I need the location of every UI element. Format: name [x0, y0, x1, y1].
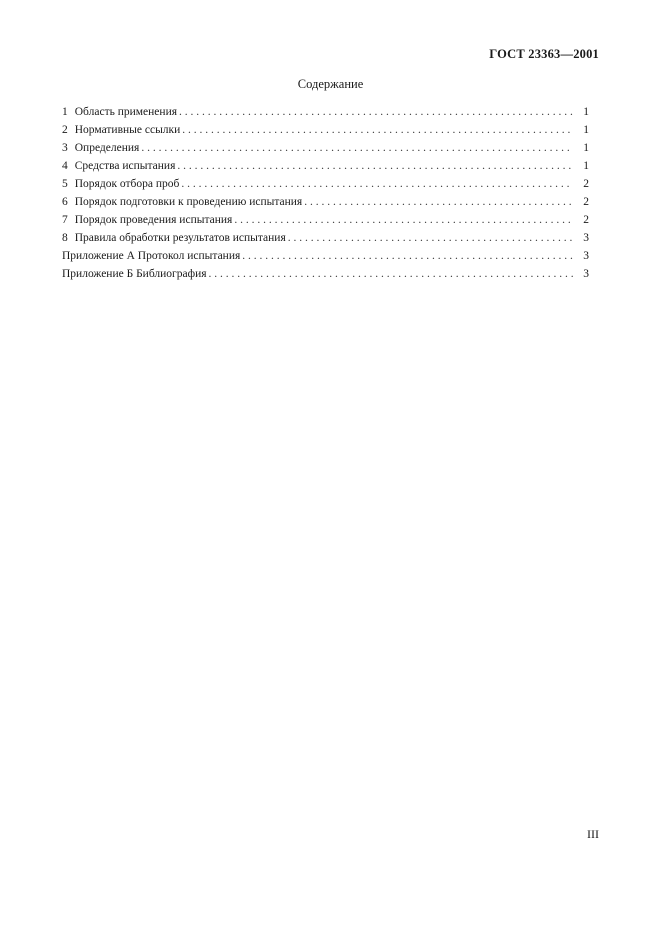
toc-item[interactable]	[62, 139, 589, 157]
toc-item[interactable]	[62, 229, 589, 247]
toc-item-page: 3	[583, 250, 589, 262]
toc-item-appendix[interactable]	[62, 265, 589, 283]
document-code: ГОСТ 23363—2001	[489, 47, 599, 61]
toc-title: Содержание	[297, 77, 364, 91]
toc-item-label: Порядок отбора проб	[74, 178, 180, 190]
toc-item-page: 1	[583, 124, 589, 136]
toc-item-label: Приложение А Протокол испытания	[62, 250, 241, 262]
toc-item-number: 8	[62, 232, 68, 244]
toc-item-number: 6	[62, 196, 68, 208]
toc-item-number: 1	[62, 106, 68, 118]
toc-item-label: Приложение Б Библиография	[62, 268, 207, 280]
toc-item-label: Средства испытания	[74, 160, 176, 172]
toc-leader-dots	[182, 121, 573, 139]
toc-item-page: 1	[583, 142, 589, 154]
page-number: III	[587, 827, 599, 841]
toc-item-page: 1	[583, 106, 589, 118]
toc-leader-dots	[179, 103, 573, 121]
toc-item-number: 7	[62, 214, 68, 226]
toc-item[interactable]	[62, 121, 589, 139]
toc-item-number: 3	[62, 142, 68, 154]
toc-leader-dots	[242, 247, 573, 265]
toc-leader-dots	[141, 139, 573, 157]
toc-item-label: Нормативные ссылки	[74, 124, 181, 136]
toc-item[interactable]	[62, 193, 589, 211]
toc-leader-dots	[304, 193, 573, 211]
toc-item-label: Правила обработки результатов испытания	[74, 232, 286, 244]
toc-item-label: Область применения	[74, 106, 178, 118]
toc-item-page: 2	[583, 196, 589, 208]
toc-leader-dots	[234, 211, 573, 229]
toc-leader-dots	[181, 175, 573, 193]
toc-item-page: 3	[583, 232, 589, 244]
toc-item-label: Порядок подготовки к проведению испытания	[74, 196, 303, 208]
toc-item-page: 2	[583, 178, 589, 190]
toc-item-page: 2	[583, 214, 589, 226]
toc-item-number: 5	[62, 178, 68, 190]
toc-leader-dots	[288, 229, 573, 247]
toc-leader-dots	[209, 265, 573, 283]
toc-item-page: 3	[583, 268, 589, 280]
toc-item[interactable]	[62, 103, 589, 121]
toc-item[interactable]	[62, 157, 589, 175]
toc-item[interactable]	[62, 211, 589, 229]
toc-item-appendix[interactable]	[62, 247, 589, 265]
toc-item-number: 4	[62, 160, 68, 172]
toc-item-label: Порядок проведения испытания	[74, 214, 233, 226]
toc-item-label: Определения	[74, 142, 140, 154]
toc-item[interactable]	[62, 175, 589, 193]
toc-item-page: 1	[583, 160, 589, 172]
toc-leader-dots	[177, 157, 573, 175]
table-of-contents	[62, 103, 589, 283]
toc-item-number: 2	[62, 124, 68, 136]
